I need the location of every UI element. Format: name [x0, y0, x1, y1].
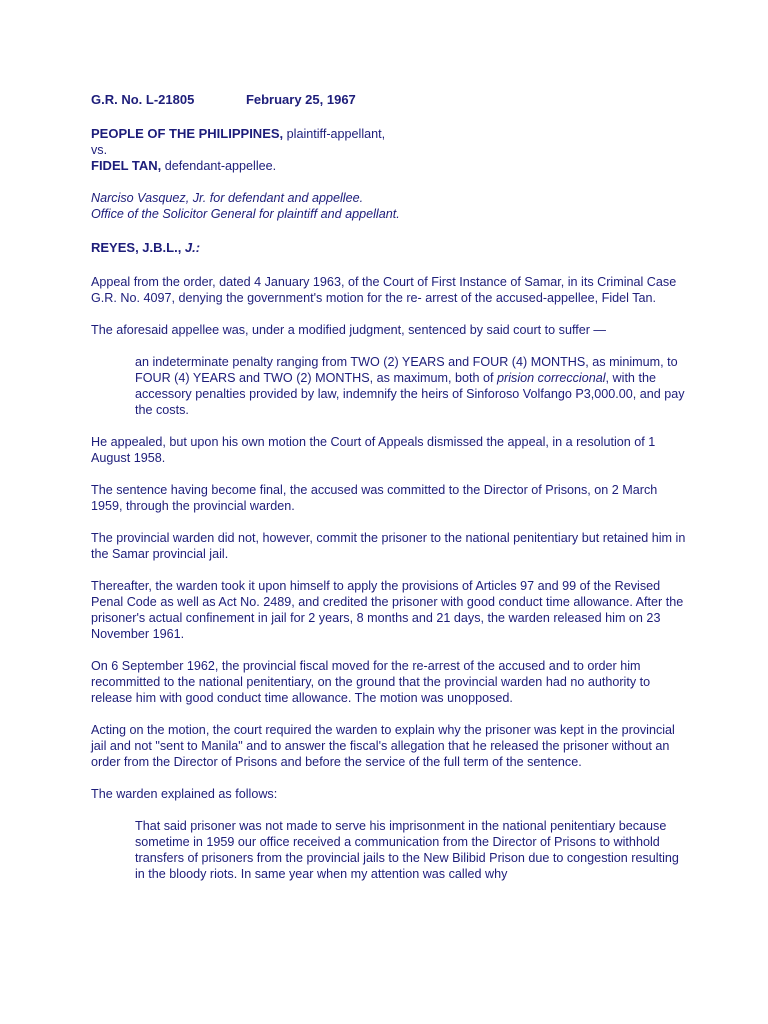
quote-1-part-1: an indeterminate penalty ranging from TWO (2) YEARS and FOUR (4) MONTHS, as minimum, to FOUR (4) YEARS and TWO (2) MONTHS, as maximum, both of [135, 355, 678, 385]
paragraph-4: The sentence having become final, the accused was committed to the Director of Prisons, on 2 March 1959, through the provincial warden. [91, 483, 658, 513]
case-number: G.R. No. L-21805 [91, 92, 195, 107]
quote-1-italic: prision correccional [497, 371, 606, 385]
judge-title: J.: [184, 240, 201, 255]
paragraph-9: The warden explained as follows: [91, 787, 278, 801]
counsel-defendant: Narciso Vasquez, Jr. for defendant and appellee. [91, 191, 364, 205]
case-parties [91, 126, 691, 174]
plaintiff-name: PEOPLE OF THE PHILIPPINES, [91, 126, 284, 141]
paragraph-8: Acting on the motion, the court required the warden to explain why the prisoner was kept in the provincial jail and not "sent to Manila" and to answer the fiscal's allegation that he released the prisoner without an order from the Director of Prisons and before the service of the full term of the sentence. [91, 723, 675, 769]
ponente [91, 240, 691, 256]
paragraph-5: The provincial warden did not, however, commit the prisoner to the national penitentiary but retained him in the Samar provincial jail. [91, 531, 686, 561]
versus-text: vs. [91, 143, 108, 157]
paragraph-3: He appealed, but upon his own motion the Court of Appeals dismissed the appeal, in a resolution of 1 August 1958. [91, 435, 656, 465]
defendant-name: FIDEL TAN, [91, 158, 162, 173]
paragraph-2: The aforesaid appellee was, under a modified judgment, sentenced by said court to suffer — [91, 323, 607, 337]
paragraph-6: Thereafter, the warden took it upon himself to apply the provisions of Articles 97 and 99 of the Revised Penal Code as well as Act No. 2489, and credited the prisoner with good conduct time allowance. After the prisoner's actual confinement in jail for 2 years, 8 months and 21 days, the warden released him on 23 November 1961. [91, 579, 684, 641]
defendant-role: defendant-appellee. [161, 159, 277, 173]
paragraph-1: Appeal from the order, dated 4 January 1963, of the Court of First Instance of Samar, in its Criminal Case G.R. No. 4097, denying the government's motion for the re- arrest of the accused-appellee, Fidel Tan. [91, 275, 677, 305]
counsel-block [91, 190, 691, 222]
paragraph-7: On 6 September 1962, the provincial fiscal moved for the re-arrest of the accused and to order him recommitted to the national penitentiary, on the ground that the provincial warden had no authority to release him with good conduct time allowance. The motion was unopposed. [91, 659, 651, 705]
decision-body [91, 92, 691, 898]
quote-1-part-2: , with the accessory penalties provided by law, indemnify the heirs of Sinforoso Volfango P3,000.00, and pay the costs. [135, 371, 685, 417]
quoted-explanation: That said prisoner was not made to serve his imprisonment in the national penitentiary because sometime in 1959 our office received a communication from the Director of Prisons to withhold transfers of prisoners from the provincial jails to the New Bilibid Prison due to congestion resulting in the bloody riots. In same year when my attention was called why [135, 819, 679, 881]
judge-name: REYES, J.B.L., [91, 240, 185, 255]
quoted-sentence [135, 354, 691, 418]
plaintiff-role: plaintiff-appellant, [283, 127, 386, 141]
case-header [91, 92, 691, 108]
case-date: February 25, 1967 [245, 92, 356, 107]
counsel-plaintiff: Office of the Solicitor General for plaintiff and appellant. [91, 207, 400, 221]
